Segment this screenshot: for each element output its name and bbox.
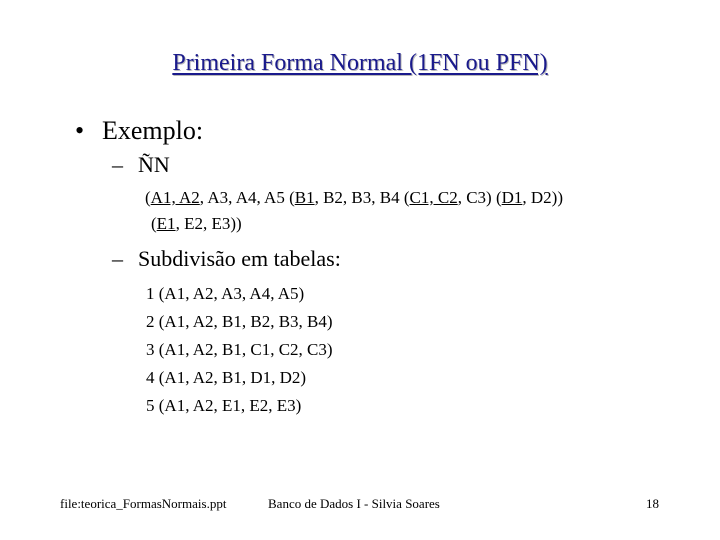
nn-attributes-line-1 — [145, 188, 563, 208]
attribute-segment: , B2, B3, B4 ( — [314, 188, 410, 207]
sub-bullet-dash: – — [112, 152, 123, 177]
slide-title-text: Primeira Forma Normal (1FN ou PFN) — [172, 50, 548, 76]
attribute-segment: , E2, E3)) — [175, 214, 242, 233]
table-item-3: 3 (A1, A2, B1, C1, C2, C3) — [146, 340, 333, 359]
sub-bullet-nn-text: ÑN — [138, 152, 170, 177]
bullet-exemplo — [75, 116, 203, 146]
key-attribute-segment: D1 — [501, 188, 523, 207]
sub-bullet-dash: – — [112, 246, 123, 271]
nn-attributes-line-2 — [151, 214, 242, 234]
sub-bullet-nn — [112, 152, 170, 178]
sub-bullet-subdivisao-text: Subdivisão em tabelas: — [138, 246, 341, 271]
footer-page-number: 18 — [646, 496, 659, 511]
table-item-1: 1 (A1, A2, A3, A4, A5) — [146, 284, 305, 303]
footer-filename: file:teorica_FormasNormais.ppt — [60, 496, 227, 511]
bullet-exemplo-text: Exemplo: — [102, 116, 204, 145]
attribute-segment: , C3) ( — [457, 188, 502, 207]
table-list — [146, 280, 333, 420]
key-attribute-segment: E1 — [156, 214, 176, 233]
key-attribute-segment: C1, C2 — [409, 188, 458, 207]
key-attribute-segment: B1 — [294, 188, 315, 207]
attribute-segment: , D2)) — [522, 188, 564, 207]
key-attribute-segment: A1, A2 — [150, 188, 200, 207]
attribute-segment: ( — [145, 188, 151, 207]
table-item-5: 5 (A1, A2, E1, E2, E3) — [146, 396, 302, 415]
attribute-segment: ( — [151, 214, 157, 233]
table-item-2: 2 (A1, A2, B1, B2, B3, B4) — [146, 312, 333, 331]
footer-course: Banco de Dados I - Silvia Soares — [268, 496, 440, 511]
table-item-4: 4 (A1, A2, B1, D1, D2) — [146, 368, 307, 387]
bullet-dot: • — [75, 116, 85, 145]
sub-bullet-subdivisao — [112, 246, 341, 272]
attribute-segment: , A3, A4, A5 ( — [199, 188, 295, 207]
slide-title — [0, 50, 720, 77]
